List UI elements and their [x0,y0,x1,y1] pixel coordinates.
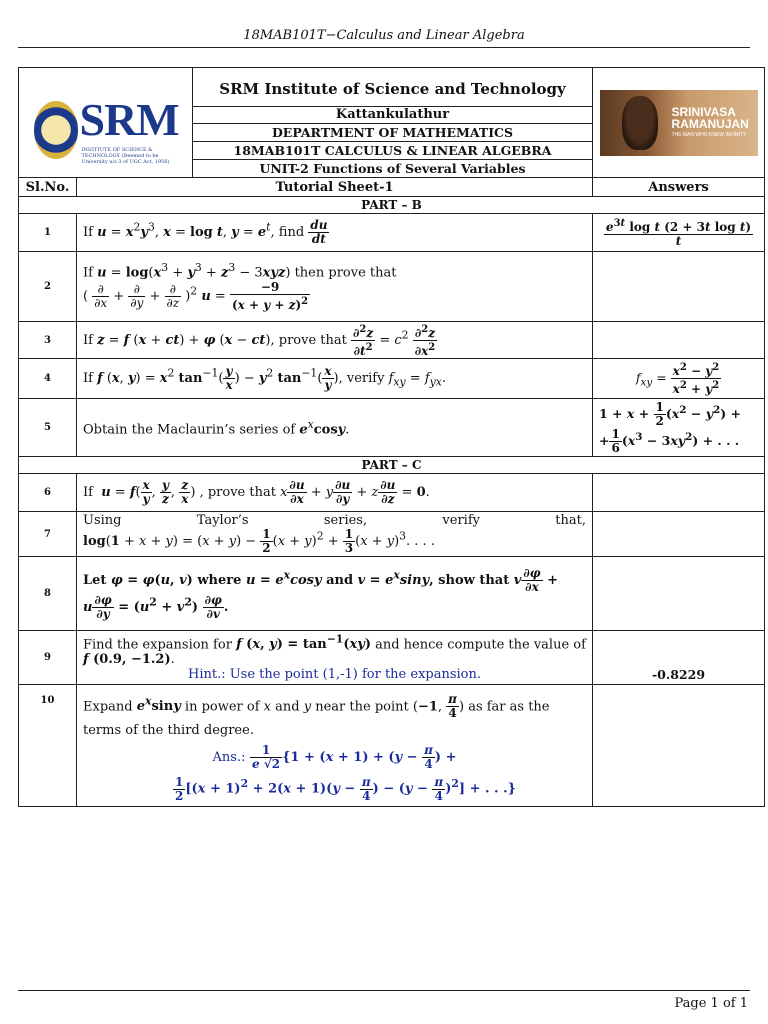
department: DEPARTMENT OF MATHEMATICS [193,124,592,142]
part-c: PART – C [19,457,765,474]
question-row: 5 Obtain the Maclaurin’s series of $e^x\cos y$. 1 + x + $\frac{1}{2}$ $(x^2 - y^2)$ + + $\frac{1}{6}$ $(x^3 - 3xy^2)$ + . . . [19,399,765,457]
answer-1: $\frac{e^{3t} \log t (2 + 3t \log t)}{t}$ [593,214,765,252]
srm-logo: SRM INSTITUTE OF SCIENCE & TECHNOLOGY (Deemed to be University u/s 3 of UGC Act, 1956) [28,83,184,163]
institution-block [193,68,593,178]
question-row: 1 If $u = x^2y^3$, x = log t, $y = e^t$, find $\frac{du}{dt}$ $\frac{e^{3t} \log t (2 + 3t \log t)}{t}$ [19,214,765,252]
col-sl: Sl.No. [19,178,77,197]
tutorial-table [18,67,765,807]
course: 18MAB101T CALCULUS & LINEAR ALGEBRA [193,142,592,160]
question-8: Let φ = φ(u, v) where $u = e^x\cos y$ and $v = e^x\sin y$, show that v $\frac{\partial\varphi}{\partial x}$ + u $\frac{\partial\varphi}{\partial y}$ = $(u^2 + v^2)$ $\frac{\partial\varphi}{\partial v}$ . [77,557,593,631]
question-7: Using Taylor’s series, verify that, log(1 + x + y) = (x + y) − $\frac{1}{2}$ $(x + y)^2$ + $\frac{1}{3}$ $(x + y)^3$. . . . [77,512,593,557]
question-2: If $u = \log(x^3 + y^3 + z^3 - 3xyz)$ then prove that ( $\frac{\partial}{\partial x}$ + $\frac{\partial}{\partial y}$ + $\frac{\partial}{\partial z}$ )$^2$ u = $\frac{-9}{(x + y + z)^2}$ [77,252,593,322]
page-number: Page 1 of 1 [674,996,748,1011]
question-4: If f (x, $y) = x^2$ $\tan^{-1}$( $\frac{y}{x}$ ) − $y^2$ $\tan^{-1}$( $\frac{x}{y}$ ), verify $f_{xy} = f_{yx}$. [77,359,593,399]
answer-10 [593,685,765,807]
running-head: 18MAB101T−Calculus and Linear Algebra [243,28,525,43]
answer-8 [593,557,765,631]
question-9: Find the expansion for f (x, $y) = \tan^{-1}(xy)$ and hence compute the value of f (0.9, −1.2). Hint.: Use the point (1,-1) for the expansion. [77,631,593,685]
question-10: Expand $e^x\sin y$ in power of x and y near the point (−1, $\frac{\pi}{4}$ ) as far as the terms of the third degree. Ans.: $\frac{1}{e √2}$ {1 + (x + 1) + (y − $\frac{\pi}{4}$ ) + $\frac{1}{2}$ [$(x + 1)^2 + 2(x + 1)(y$ − $\frac{\pi}{4}$ ) − (y − $\frac{\pi}{4}$ )$^2$] + . . .} [77,685,593,807]
question-row: 3 If z = f (x + ct) + φ (x − ct), prove that $\frac{\partial^2z}{\partial t^2}$ = $c^2$ $\frac{\partial^2z}{\partial x^2}$ [19,322,765,359]
question-row: 9 Find the expansion for f (x, $y) = \tan^{-1}(xy)$ and hence compute the value of f (0.9, −1.2). Hint.: Use the point (1,-1) for the expansion. -0.8229 [19,631,765,685]
answer-6 [593,474,765,512]
col-answers: Answers [593,178,765,197]
portrait-face [622,96,658,150]
answer-9: -0.8229 [593,631,765,685]
footer-rule [18,990,750,991]
answer-2 [593,252,765,322]
question-row: 4 If f (x, $y) = x^2$ $\tan^{-1}$( $\frac{y}{x}$ ) − $y^2$ $\tan^{-1}$( $\frac{x}{y}$ ), verify $f_{xy} = f_{yx}$. $f_{xy}$ = $\frac{x^2 - y^2}{x^2 + y^2}$ [19,359,765,399]
question-6: If u = f( $\frac{x}{y}$ , $\frac{y}{z}$ , $\frac{z}{x}$ ) , prove that x $\frac{\partial u}{\partial x}$ + y $\frac{\partial u}{\partial y}$ + z $\frac{\partial u}{\partial z}$ = 0. [77,474,593,512]
srm-seal-icon [34,101,78,159]
institution-name: SRM Institute of Science and Technology [193,68,592,107]
part-b: PART – B [19,197,765,214]
col-sheet: Tutorial Sheet-1 [77,178,593,197]
answer-3 [593,322,765,359]
question-3: If z = f (x + ct) + φ (x − ct), prove that $\frac{\partial^2z}{\partial t^2}$ = $c^2$ $\frac{\partial^2z}{\partial x^2}$ [77,322,593,359]
answer-7 [593,512,765,557]
question-row: 10 Expand $e^x\sin y$ in power of x and y near the point (−1, $\frac{\pi}{4}$ ) as far as the terms of the third degree. Ans.: $\frac{1}{e √2}$ {1 + (x + 1) + (y − $\frac{\pi}{4}$ ) + $\frac{1}{2}$ [$(x + 1)^2 + 2(x + 1)(y$ − $\frac{\pi}{4}$ ) − (y − $\frac{\pi}{4}$ )$^2$] + . . .} [19,685,765,807]
question-5: Obtain the Maclaurin’s series of $e^x\cos y$. [77,399,593,457]
logo-cell [19,68,193,178]
portrait-cell [593,68,765,178]
campus: Kattankulathur [193,107,592,124]
question-row: 8 Let φ = φ(u, v) where $u = e^x\cos y$ and $v = e^x\sin y$, show that v $\frac{\partial\varphi}{\partial x}$ + u $\frac{\partial\varphi}{\partial y}$ = $(u^2 + v^2)$ $\frac{\partial\varphi}{\partial v}$ . [19,557,765,631]
question-row: 7 Using Taylor’s series, verify that, log(1 + x + y) = (x + y) − $\frac{1}{2}$ $(x + y)^2$ + $\frac{1}{3}$ $(x + y)^3$. . . . [19,512,765,557]
answer-5: 1 + x + $\frac{1}{2}$ $(x^2 - y^2)$ + + $\frac{1}{6}$ $(x^3 - 3xy^2)$ + . . . [593,399,765,457]
question-1: If $u = x^2y^3$, x = log t, $y = e^t$, find $\frac{du}{dt}$ [77,214,593,252]
answer-4: $f_{xy}$ = $\frac{x^2 - y^2}{x^2 + y^2}$ [593,359,765,399]
header-rule [18,47,750,48]
hint-9: Hint.: Use the point (1,-1) for the expansion. [187,667,482,683]
unit-title: UNIT-2 Functions of Several Variables [259,161,526,176]
ramanujan-portrait: SRINIVASA RAMANUJAN THE MAN WHO KNEW INFINITY [600,90,758,156]
question-row: 6 If u = f( $\frac{x}{y}$ , $\frac{y}{z}$ , $\frac{z}{x}$ ) , prove that x $\frac{\partial u}{\partial x}$ + y $\frac{\partial u}{\partial y}$ + z $\frac{\partial u}{\partial z}$ = 0. [19,474,765,512]
question-row: 2 If $u = \log(x^3 + y^3 + z^3 - 3xyz)$ then prove that ( $\frac{\partial}{\partial x}$ + $\frac{\partial}{\partial y}$ + $\frac{\partial}{\partial z}$ )$^2$ u = $\frac{-9}{(x + y + z)^2}$ [19,252,765,322]
